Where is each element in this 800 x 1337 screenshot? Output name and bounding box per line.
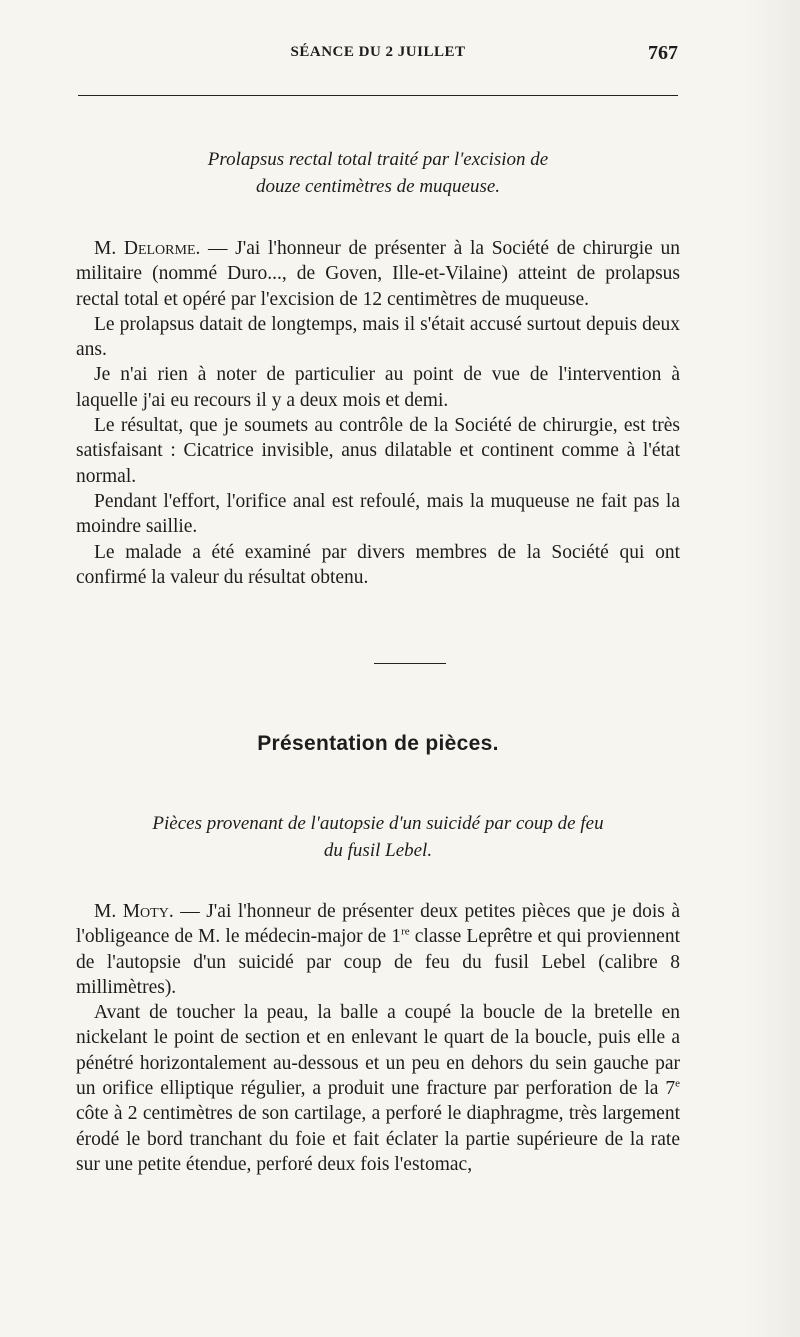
superscript: re	[401, 925, 410, 938]
running-head	[76, 44, 680, 70]
article-title	[76, 810, 680, 864]
article-title	[76, 146, 680, 200]
article-body	[76, 899, 680, 1177]
article-title-line-2: douze centimètres de muqueuse.	[255, 176, 501, 197]
author-name: M. Delorme.	[94, 238, 201, 259]
running-title: SÉANCE DU 2 JUILLET	[290, 44, 466, 60]
paragraph-text: classe Leprêtre et qui proviennent de l'autopsie d'un suicidé par coup de feu du fusil Lebel (calibre 8 millimètres).	[76, 926, 680, 998]
paragraph: Je n'ai rien à noter de particulier au point de vue de l'intervention à laquelle j'ai eu recours il y a deux mois et demi.	[76, 364, 680, 411]
author-name: M. Moty.	[94, 901, 174, 922]
paragraph-text: côte à 2 centimètres de son cartilage, a perforé le diaphragme, très largement érodé le bord tranchant du foie et fait éclater la partie supérieure de la rate sur une petite étendue, perforé deux fois l'estomac,	[76, 1103, 680, 1175]
paragraph-text: — J'ai l'honneur de présenter deux petites pièces que je dois à l'obligeance de M. le médecin-major de 1	[76, 901, 680, 948]
paragraph	[76, 1000, 680, 1177]
superscript: e	[675, 1077, 680, 1090]
paragraph	[76, 236, 680, 312]
paragraph: Le résultat, que je soumets au contrôle de la Société de chirurgie, est très satisfaisant : Cicatrice invisible, anus dilatable et continent comme à l'état normal.	[76, 415, 680, 487]
section-divider	[374, 663, 446, 664]
paragraph-text: Avant de toucher la peau, la balle a coupé la boucle de la bretelle en nickelant le point de section et en enlevant le quart de la boucle, puis elle a pénétré horizontalement au-dessous et un peu en dehors du sein gauche par un orifice elliptique régulier, a produit une fracture par perforation de la 7	[76, 1002, 680, 1100]
page-number: 767	[648, 42, 678, 64]
article-title-line-2: du fusil Lebel.	[323, 840, 433, 861]
article-title-line-1: Pièces provenant de l'autopsie d'un suicidé par coup de feu	[152, 813, 604, 834]
paragraph	[76, 899, 680, 1000]
paragraph-text: — J'ai l'honneur de présenter à la Société de chirurgie un militaire (nommé Duro..., de Goven, Ille-et-Vilaine) atteint de prolapsus rectal total et opéré par l'excision de 12 centimètres de muqueuse.	[76, 238, 680, 310]
paragraph: Le prolapsus datait de longtemps, mais il s'était accusé surtout depuis deux ans.	[76, 313, 680, 361]
article-body	[76, 236, 680, 590]
paragraph: Le malade a été examiné par divers membres de la Société qui ont confirmé la valeur du résultat obtenu.	[76, 541, 680, 588]
header-rule	[78, 95, 678, 96]
paragraph: Pendant l'effort, l'orifice anal est refoulé, mais la muqueuse ne fait pas la moindre saillie.	[76, 490, 680, 538]
article-title-line-1: Prolapsus rectal total traité par l'excision de	[207, 149, 549, 170]
section-heading: Présentation de pièces.	[257, 732, 499, 755]
